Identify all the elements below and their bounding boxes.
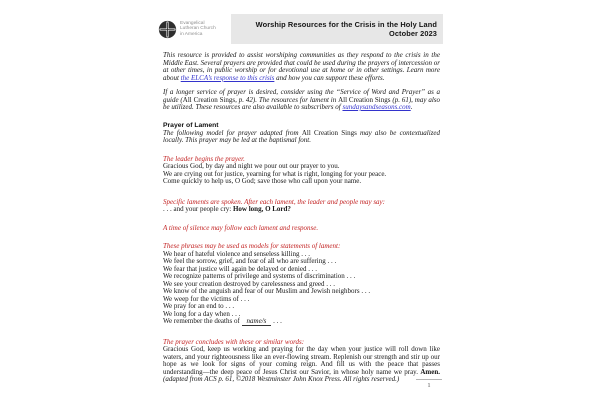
lament-line: We fear that justice will again be delayed or denied . . . — [163, 264, 317, 273]
lament-line: We recognize patterns of privilege and systems of discrimination . . . — [163, 272, 356, 280]
rubric-phrases: These phrases may be used as models for statements of lament: — [163, 242, 341, 250]
lament-line: We hear of hateful violence and senseless killing . . . — [163, 249, 310, 258]
document-title-line1: Worship Resources for the Crisis in the Holy Land — [255, 19, 437, 29]
elca-emblem-icon — [158, 20, 177, 39]
model-note: The following model for prayer adapted from All Creation Sings may also be contextualized locally. This prayer may be led at the baptismal font. — [163, 128, 440, 144]
page-number: 1 — [427, 382, 431, 389]
document-title-line2: October 2023 — [388, 29, 437, 38]
lament-line: We feel the sorrow, grief, and fear of all who are suffering . . . — [163, 257, 337, 265]
amen-text: Amen. — [420, 367, 440, 376]
lament-line: We pray for an end to . . . — [163, 302, 235, 310]
lament-line: We know of the anguish and fear of our Muslim and Jewish neighbors . . . — [163, 287, 371, 295]
elca-logo — [155, 14, 231, 44]
people-response-line: . . . and your people cry: How long, O Lord? — [163, 205, 291, 213]
rubric-specific-laments: Specific laments are spoken. After each lament, the leader and people may say: — [163, 197, 385, 206]
rubric-silence: A time of silence may follow each lament and response. — [163, 223, 319, 232]
document-title — [231, 14, 443, 44]
lament-line: We weep for the victims of . . . — [163, 294, 250, 303]
prayer-line: Come quickly to help us, O God; save those who call upon your name. — [163, 177, 362, 185]
section-heading-prayer-of-lament: Prayer of Lament — [163, 121, 219, 129]
lament-line-remember: We remember the deaths of name/s . . . — [163, 317, 282, 325]
response-bold: How long, O Lord? — [232, 205, 291, 213]
elca-logo-text: Evangelical Lutheran Church in America — [180, 20, 216, 37]
page-number-footer — [416, 379, 442, 389]
lament-line: We see your creation destroyed by carelessness and greed . . . — [163, 279, 336, 288]
document-body — [163, 52, 440, 384]
intro-p1-text-end: and how you can support these efforts. — [274, 73, 385, 82]
intro-paragraph-2: If a longer service of prayer is desired, consider using the “Service of Word and Prayer” as a guide (All Creation Sings, p. 42). The resources for lament in All Creation Sings (p. 61), may also be utilized. These resources are also available to subscribers of sundaysandseasons.com. — [163, 88, 440, 111]
prayer-line: We are crying out for justice, yearning for what is right, longing for your peace. — [163, 169, 387, 178]
intro-p1-text: This resource is provided to assist worshiping communities as they respond to the crisis in the Middle East. Several prayers are provided that could be used during the prayers of intercession or at other times, in public worship or for devotional use at home or in other settings. Learn more about — [163, 51, 440, 82]
rubric-leader-begins: The leader begins the prayer. — [163, 154, 245, 163]
intro-paragraph-1 — [163, 52, 440, 82]
rubric-conclusion: The prayer concludes with these or similar words: — [163, 337, 305, 346]
document-page — [146, 0, 454, 400]
header-banner — [155, 14, 443, 44]
name-blank-field: name/s — [242, 317, 272, 326]
prayer-line: Gracious God, by day and night we pour out our prayer to you. — [163, 162, 340, 170]
closing-prayer: Gracious God, keep us working and praying for the day when your justice will roll down like waters, and your righteousness like an ever-flowing stream. Replenish our strength and stir up our hope as we look for signs of your coming reign. And fill us with the peace that passes understanding—the deep peace of Jesus Christ our Savior, in whose holy name we pray. Amen. (adapted from ACS p. 61, ©2018 Westminster John Knox Press. All rights reserved.) — [163, 345, 440, 383]
sundays-and-seasons-link[interactable]: sundaysandseasons.com — [342, 103, 411, 111]
lament-line: We long for a day when . . . — [163, 309, 241, 318]
elca-response-link[interactable]: the ELCA’s response to this crisis — [180, 73, 275, 82]
